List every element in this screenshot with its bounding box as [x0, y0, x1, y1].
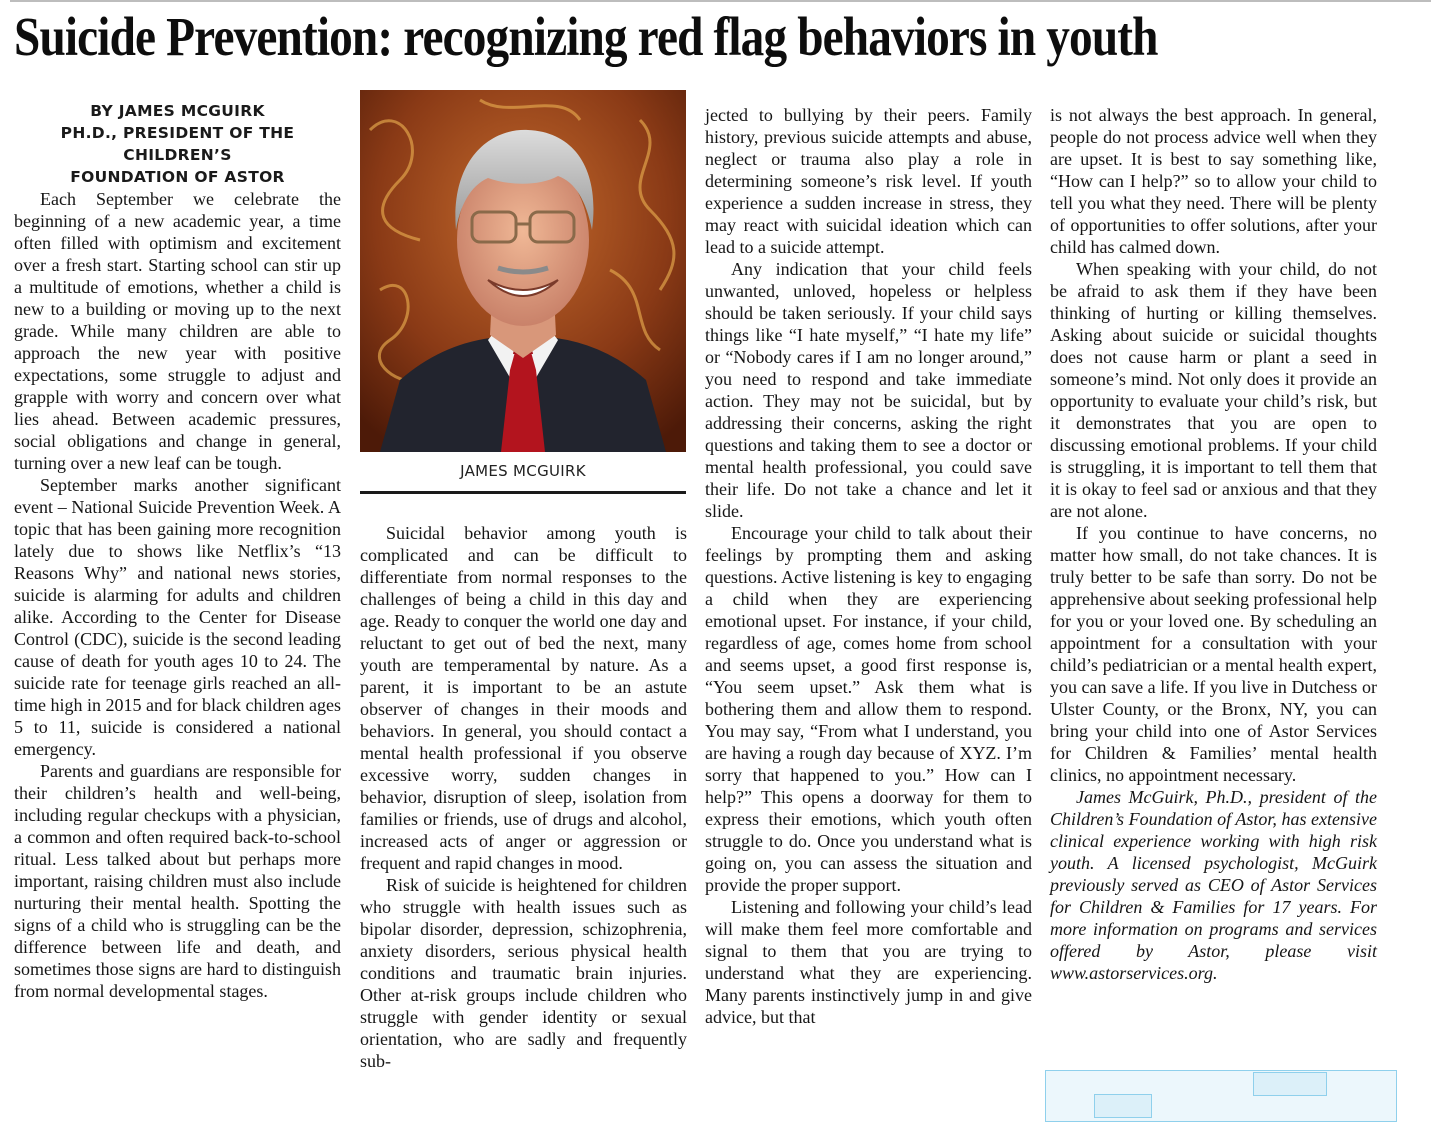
url-selection-highlight — [1253, 1072, 1327, 1096]
author-bio: James McGuirk, Ph.D., president of the Children’s Foundation of Astor, has extensive clinical experience working with high risk youth. A licensed psychologist, McGuirk previously served as CEO of Astor Services for Children & Families for 17 years. For more information on programs and services offered by Astor, please visit www.astorservices.org. — [1050, 787, 1377, 983]
column-3 — [705, 104, 1032, 1028]
paragraph-7: Encourage your child to talk about their feelings by prompting them and asking questions. Active listening is key to engaging a child when they are experiencing emotional upset. For instance, if your child, regardless of age, comes home from school and seems upset, a good first response is, “You seem upset.” Ask them what is bothering them and allow them to respond. You may say, “From what I understand, you are having a rough day because of XYZ. I’m sorry that happened to you.” How can I help?” This opens a doorway for them to express their emotions, which youth often struggle to do. Once you understand what is going on, you can assess the situation and provide the proper support. — [705, 523, 1032, 895]
author-photo — [360, 90, 686, 452]
headline: Suicide Prevention: recognizing red flag behaviors in youth — [14, 6, 1158, 67]
column-1 — [14, 100, 341, 1002]
paragraph-1: Each September we celebrate the beginning of a new academic year, a time often filled with optimism and excitement over a fresh start. Starting school can stir up a multitude of emotions, whether a child is new to a building or moving up to the next grade. While many children are able to approach the new year with positive expectations, some struggle to adjust and grapple with worry and concern over what lies ahead. Between academic pressures, social obligations and change in general, turning over a new leaf can be tough. — [14, 189, 341, 473]
paragraph-3: Parents and guardians are responsible for their children’s health and well-being, including regular checkups with a physician, a common and often required back-to-school ritual. Less talked about but perhaps more important, raising children must also include nurturing their mental health. Spotting the signs of a child who is struggling can be the difference between life and death, and sometimes those signs are hard to distinguish from normal developmental stages. — [14, 761, 341, 1001]
url-selection-highlight-continued — [1094, 1094, 1152, 1118]
paragraph-4: Suicidal behavior among youth is complicated and can be difficult to differentiate from normal responses to the challenges of being a child in this day and age. Ready to conquer the world one day and reluctant to get out of bed the next, many youth are temperamental by nature. As a parent, it is important to be an astute observer of changes in their moods and behaviors. In general, you should contact a mental health professional if you observe excessive worry, sudden changes in behavior, disruption of sleep, isolation from families or friends, use of drugs and alcohol, increased acts of anger or aggression or frequent and rapid changes in mood. — [360, 523, 687, 873]
paragraph-10: If you continue to have concerns, no matter how small, do not take chances. It is truly better to be safe than sorry. Do not be apprehensive about seeking professional help for you or your loved one. By scheduling an appointment for a consultation with your child’s pediatrician or a mental health expert, you can save a life. If you live in Dutchess or Ulster County, or the Bronx, NY, you can bring your child into one of Astor Services for Children & Families’ mental health clinics, no appointment necessary. — [1050, 523, 1377, 785]
paragraph-6: Any indication that your child feels unwanted, unloved, hopeless or helpless should be taken seriously. If your child says things like “I hate myself,” “I hate my life” or “Nobody cares if I am no longer around,” you need to respond and take immediate action. They may not be suicidal, but by addressing their concerns, asking the right questions and taking them to see a doctor or mental health professional, you could save their life. Do not take a chance and let it slide. — [705, 259, 1032, 521]
photo-caption: JAMES MCGUIRK — [460, 462, 586, 480]
byline-author: BY JAMES MCGUIRK — [90, 102, 265, 120]
paragraph-9: When speaking with your child, do not be afraid to ask them if they have been thinking of hurting or killing themselves. Asking about suicide or suicidal thoughts does not cause harm or plant a seed in someone’s mind. Not only does it provide an opportunity to evaluate your child’s risk, but it demonstrates that you are open to discussing emotional problems. If your child is struggling, it is important to tell them that it is okay to feel sad or anxious and that they are not alone. — [1050, 259, 1377, 521]
caption-rule — [360, 491, 686, 494]
byline-org: FOUNDATION OF ASTOR — [70, 168, 285, 186]
column-2 — [360, 522, 687, 1072]
column-4 — [1050, 104, 1377, 984]
paragraph-5: Risk of suicide is heightened for children who struggle with health issues such as bipolar disorder, depression, schizophrenia, anxiety disorders, serious physical health conditions and traumatic brain injuries. Other at-risk groups include children who struggle with gender identity or sexual orientation, who are sadly and frequently sub- — [360, 875, 687, 1071]
paragraph-5-continued: jected to bullying by their peers. Family history, previous suicide attempts and abuse, neglect or trauma also play a role in determining someone’s risk level. If youth experience a sudden increase in stress, they may react with suicidal ideation which can lead to a suicide attempt. — [705, 105, 1032, 257]
paragraph-8-continued: is not always the best approach. In general, people do not process advice well when they are upset. It is best to say something like, “How can I help?” so to allow your child to tell you what they need. There will be plenty of opportunities to offer solutions, after your child has calmed down. — [1050, 105, 1377, 257]
byline-title: PH.D., PRESIDENT OF THE CHILDREN’S — [60, 124, 295, 164]
paragraph-8: Listening and following your child’s lead will make them feel more comfortable and signal to them that you are trying to understand what they are experiencing. Many parents instinctively jump in and give advice, but that — [705, 897, 1032, 1027]
portrait-illustration — [360, 90, 686, 452]
paragraph-2: September marks another significant event – National Suicide Prevention Week. A topic that has been gaining more recognition lately due to shows like Netflix’s “13 Reasons Why” and national news stories, suicide is alarming for adults and children alike. According to the Center for Disease Control (CDC), suicide is the second leading cause of death for youth ages 10 to 24. The suicide rate for teenage girls reached an all-time high in 2015 and for black children ages 5 to 11, suicide is considered a national emergency. — [14, 475, 341, 759]
